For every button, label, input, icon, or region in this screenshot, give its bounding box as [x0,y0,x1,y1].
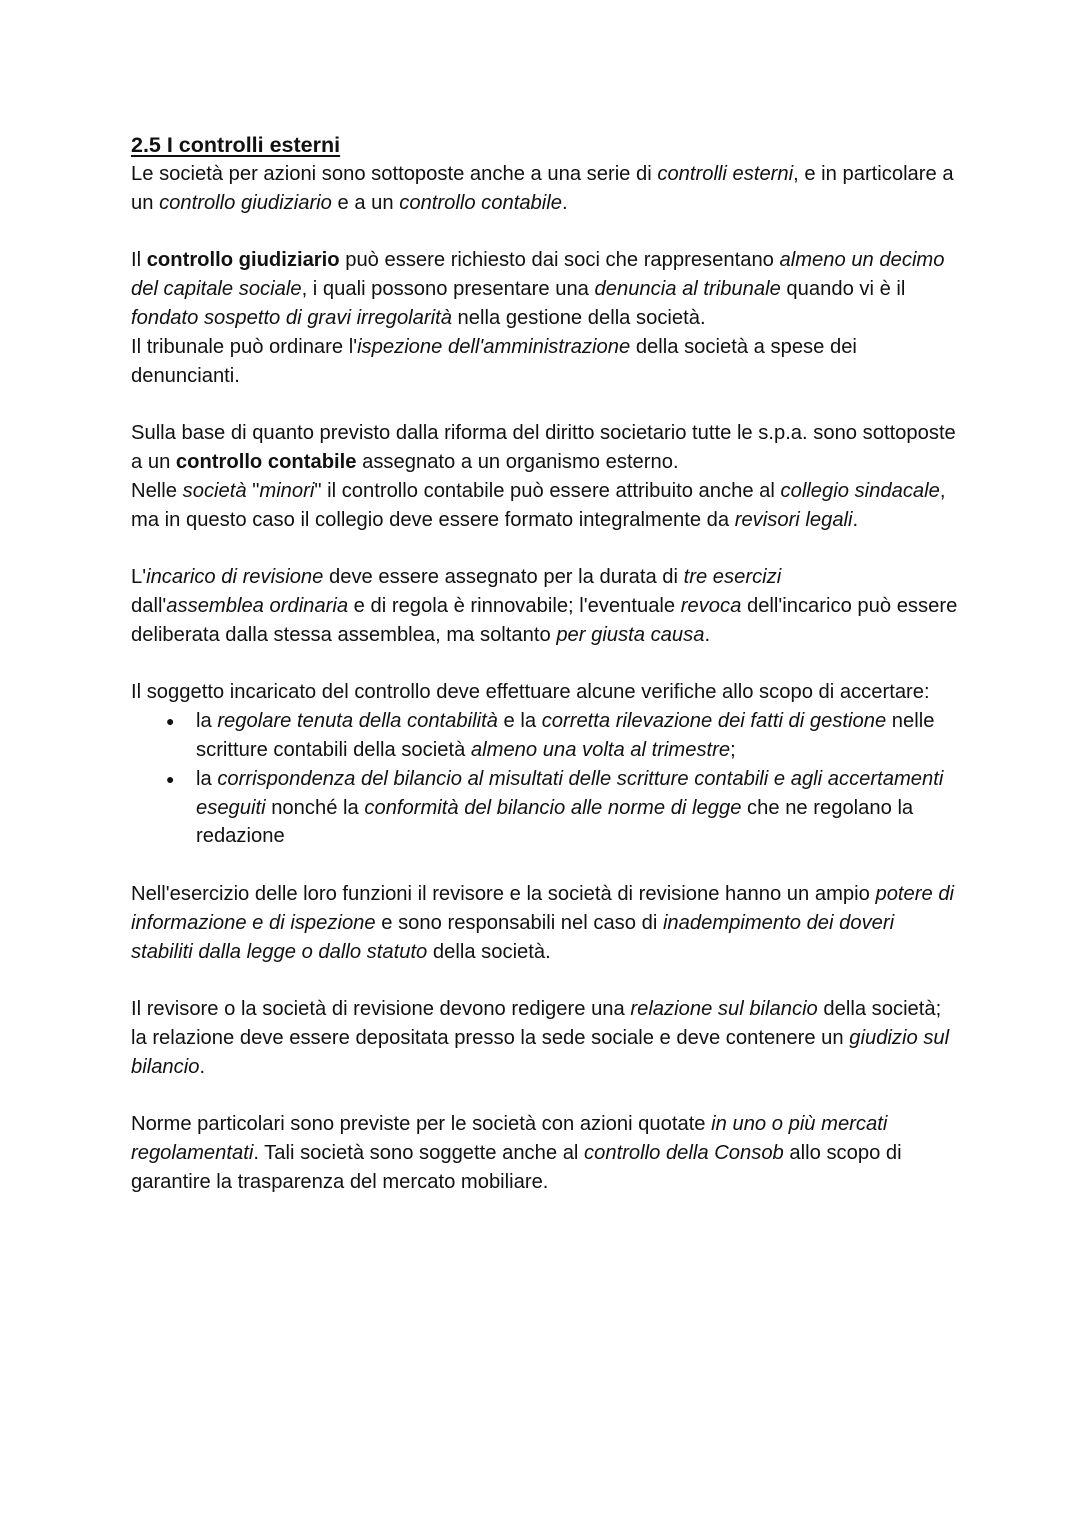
paragraph-controllo-giudiziario: Il controllo giudiziario può essere richiesto dai soci che rappresentano almeno un decimo del capitale sociale, i quali possono presentare una denuncia al tribunale quando vi è il fondato sospetto di gravi irregolarità nella gestione della società. Il tribunale può ordinare l'ispezione dell'amministrazione della società a spese dei denuncianti. [131,249,945,387]
document-page [131,130,961,1225]
verifiche-list [131,707,961,851]
paragraph-incarico-revisione: L'incarico di revisione deve essere assegnato per la durata di tre esercizi dall'assemblea ordinaria e di regola è rinnovabile; l'eventuale revoca dell'incarico può essere deliberata dalla stessa assemblea, ma soltanto per giusta causa. [131,566,958,646]
paragraph-intro: Le società per azioni sono sottoposte anche a una serie di controlli esterni, e in particolare a un controllo giudiziario e a un controllo contabile. [131,163,954,214]
section-heading: 2.5 I controlli esterni [131,133,341,157]
list-item: ● la corrispondenza del bilancio al misultati delle scritture contabili e agli accertamenti eseguiti nonché la conformità del bilancio alle norme di legge che ne regolano la redazione [196,765,961,851]
paragraph-relazione-bilancio: Il revisore o la società di revisione devono redigere una relazione sul bilancio della società; la relazione deve essere depositata presso la sede sociale e deve contenere un giudizio sul bilancio. [131,998,950,1078]
list-item: ● la regolare tenuta della contabilità e la corretta rilevazione dei fatti di gestione nelle scritture contabili della società almeno una volta al trimestre; [196,707,961,765]
paragraph-funzioni-revisore: Nell'esercizio delle loro funzioni il revisore e la società di revisione hanno un ampio potere di informazione e di ispezione e sono responsabili nel caso di inadempimento dei doveri stabiliti dalla legge o dallo statuto della società. [131,882,955,963]
paragraph-verifiche-intro: Il soggetto incaricato del controllo deve effettuare alcune verifiche allo scopo di accertare: [131,681,930,704]
paragraph-societa-quotate: Norme particolari sono previste per le società con azioni quotate in uno o più mercati regolamentati. Tali società sono soggette anche al controllo della Consob allo scopo di garantire la trasparenza del mercato mobiliare. [131,1113,902,1193]
paragraph-controllo-contabile: Sulla base di quanto previsto dalla riforma del diritto societario tutte le s.p.a. sono sottoposte a un controllo contabile assegnato a un organismo esterno. Nelle società "minori" il controllo contabile può essere attribuito anche al collegio sindacale, ma in questo caso il collegio deve essere formato integralmente da revisori legali. [131,422,956,531]
